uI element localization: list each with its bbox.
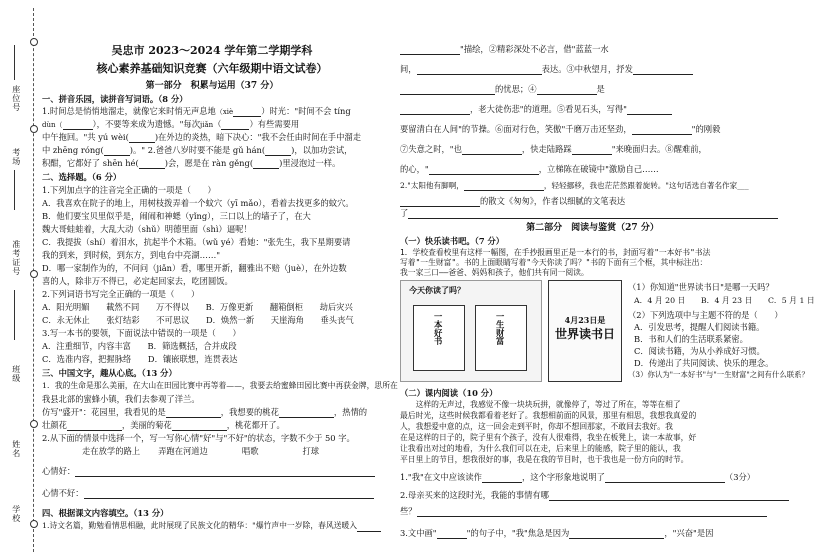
answer-blank[interactable] — [417, 507, 767, 517]
read1-text-c: 我一家三口——爸爸、妈妈和孩子，他们共有同一阅读。 — [400, 268, 589, 277]
answer-blank[interactable] — [569, 529, 664, 539]
part1-heading: 第一部分 积累与运用（37 分） — [145, 81, 279, 91]
q3-p1: 1．我的生命是那么美丽，在大山在田园比赛中再等着——，我要去给蜜蜂田园比赛中再获金牌，思所在 — [42, 381, 398, 390]
rq-text: （3分） — [724, 472, 756, 482]
q3-good-row — [42, 466, 375, 477]
q3-p4: 2.从下面的情景中选择一个，写一写你心情"好"与"不好"的状态，字数不少于 50 字。 — [42, 433, 355, 443]
answer-blank[interactable] — [464, 181, 544, 191]
exam-room-label: 考场 — [11, 148, 21, 166]
r-line7 — [400, 181, 749, 191]
q2-s1c: C．我提拔（shí）着泪水，抗起半个木箱。（wǔ yé）看她："张先生，我下星期要请 — [42, 237, 351, 247]
answer-blank[interactable] — [400, 197, 480, 207]
answer-blank[interactable] — [437, 529, 467, 539]
q4-heading: 四、根据课文内容填空。（13 分） — [42, 508, 169, 518]
read2-text-b: 最后时光，这些时候我都看着老好了。我想相前面的风景，那里有相思，我想我真爱的 — [400, 411, 697, 420]
rq-text: ，"兴奋"是因 — [664, 528, 714, 538]
bad-mood-field[interactable] — [84, 489, 374, 499]
answer-blank[interactable] — [462, 145, 522, 155]
qa2: （2）下列选项中与主题不符的是（ ） — [628, 310, 783, 320]
answer-blank[interactable] — [400, 85, 495, 95]
q3-options — [82, 446, 319, 457]
q3-text: ，热情的 — [333, 407, 368, 417]
answer-blank[interactable] — [572, 145, 612, 155]
q3-p3 — [42, 420, 285, 431]
rq-text: 2.母亲买来的这段时光，我能的事情有哪 — [400, 490, 549, 500]
r-line2 — [400, 64, 693, 75]
q1-text: ）有些需要用 — [249, 119, 300, 129]
answer-blank[interactable] — [632, 125, 692, 135]
r-text: ，老大徒伤悲"的道理。⑤看见石头，写得" — [470, 104, 627, 114]
q1-text: ），不要等来成为遗憾。"每次 — [92, 119, 201, 129]
cut-line — [33, 8, 34, 552]
binding-hole — [30, 38, 38, 46]
reading-illustration — [400, 280, 542, 382]
q1-line4 — [42, 145, 352, 156]
q2-s1a: A．我喜欢在院子的地上，用树枝拨弄着一个蚊穴（yī mǎo），看着去找更多的蚊穴。 — [42, 198, 354, 208]
q3-text: ，桃花都开了。 — [226, 420, 285, 430]
rq2 — [400, 490, 789, 501]
q3-bad-row — [42, 488, 374, 499]
q2-s2c: C．永无休止 张灯结彩 不可思议 D．焕然一新 天崖海角 垂头丧气 — [42, 315, 354, 325]
r-text: 要留清白在人间"的节操。⑥面对行色，笑傲"千磨万击还坚劲， — [400, 124, 632, 134]
read2-text-f: 平日里上的节目，想我很好的事，我是在我的节目时，也于我也是一份方向的时节。 — [400, 455, 689, 464]
answer-blank[interactable] — [482, 473, 522, 483]
rq-text: 些？ — [400, 506, 417, 516]
answer-blank[interactable] — [67, 421, 122, 431]
answer-blank[interactable] — [408, 209, 778, 219]
answer-blank[interactable] — [627, 105, 672, 115]
world-book-day-poster — [548, 280, 622, 382]
answer-blank[interactable] — [400, 105, 470, 115]
r-line1 — [400, 44, 609, 55]
r-text: 2."太阳他有脚啊， — [400, 181, 464, 190]
answer-blank[interactable] — [417, 65, 542, 75]
q1-heading: 一、拼音乐园，读拼音写词语。（8 分） — [42, 94, 188, 104]
book-left — [413, 305, 465, 371]
r-line5 — [400, 144, 707, 155]
answer-blank[interactable] — [63, 120, 93, 130]
q3-p2 — [42, 407, 367, 418]
answer-blank[interactable] — [537, 85, 597, 95]
admission-number-label: 准考证号 — [11, 240, 21, 276]
rq3 — [400, 528, 713, 539]
read2-text-d: 在是这样的日子的，院子里有个孩子，没有人很难得，我坐在板凳上，读一本故事，好 — [400, 433, 697, 442]
q2-s2: 2.下列词语书写完全正确的一项是（ ） — [42, 289, 200, 299]
q3-text: 仿写"盛开"：花园里，我看见的是 — [42, 407, 166, 417]
q4-text: 1.诗文名篇，勤勉看情思相融，此时展现了民族文化的精华："爆竹声中一岁除，春风送暖入 — [42, 521, 358, 530]
option-sing[interactable]: 唱歌 — [241, 446, 259, 456]
q2-s2a: A．阳光明媚 載然不同 万不得以 B．万像更新 翻箱倒柜 劫后灾兴 — [42, 302, 353, 312]
answer-blank[interactable] — [265, 146, 291, 156]
rq-text: 3.文中画" — [400, 528, 437, 538]
answer-blank[interactable] — [172, 421, 227, 431]
pinyin: （xiè — [215, 108, 234, 116]
r-text: 了 — [400, 208, 409, 218]
q1-text: )。" 2.爸爸八岁时要不能是 gǔ hán( — [129, 145, 266, 155]
q1-text: ）时光："时间不会 tíng — [261, 106, 351, 116]
read2-heading: （二）课内阅读（10 分） — [400, 388, 498, 398]
r-line3 — [400, 84, 605, 95]
answer-blank[interactable] — [166, 408, 221, 418]
qa2-d: D．传递出了共同阅读、快乐的理念。 — [634, 358, 774, 368]
read1-heading: （一）快乐读书吧。（7 分） — [400, 236, 505, 246]
answer-blank[interactable] — [549, 491, 789, 501]
q3-text: ，美丽的菊花 — [121, 420, 172, 430]
r-text: ，轻轻挪移，我也茫茫然跟着旋转。"这句话选自著名作家___ — [543, 181, 749, 190]
exam-title-line2: 核心素养基础知识竞赛（六年级期中语文试卷） — [96, 62, 328, 75]
q1-text: )，以加功尝试， — [291, 145, 353, 155]
poster-big-text: 世界读书日 — [555, 326, 616, 341]
rq-text: ，这个字形象地说明了 — [521, 472, 605, 482]
r-text: ，立梯陈在破镜中"激励自己…… — [538, 164, 659, 174]
q1-text: 1.时间总是悄悄地溜走，就像它来时悄无声息地 — [42, 106, 216, 116]
rq-text: "的句子中，"我"焦急是因为 — [466, 528, 570, 538]
r-text: 的忧思；④ — [495, 84, 537, 94]
r-text: 的散文《匆匆》，作者以细腻的文笔表达 — [480, 196, 626, 206]
qa2-b: B．书和人们的生活联系紧密。 — [634, 334, 748, 344]
bad-mood-label: 心情不好： — [42, 488, 84, 498]
read1-text-b: 写着"一生财富"。书的上面眼睛写着"今天你读了吗？"书的下面有三个框，其中标注出： — [400, 258, 708, 267]
poster-date: 4月23日是 — [564, 315, 606, 325]
qa2-a: A．引发思考，提醒人们阅读书籍。 — [634, 322, 765, 332]
r-line8 — [400, 196, 625, 207]
answer-blank[interactable] — [253, 159, 279, 169]
answer-blank[interactable] — [605, 473, 725, 483]
class-label: 班级 — [11, 365, 21, 383]
pinyin: jiǎn — [200, 121, 214, 129]
q2-s1b2: 魏大哥蛙蛙着，大乱大动（shǔ）明德里面（shì）逼呢！ — [42, 224, 252, 234]
r-text: 的心，" — [400, 164, 429, 174]
read1-text-a: 1．学校查看校里有这样一幅图，在手抄报画里正是一本行的书，封面写着"一本好书"书法 — [400, 248, 711, 257]
rq1 — [400, 472, 755, 483]
answer-blank[interactable] — [139, 159, 165, 169]
q2-s1b: B．他们要宝贝里似乎是，闹闹和神蟋（yǐng），三口以上的墙子了，在大 — [42, 211, 311, 221]
book-left-title: 一本好书 — [433, 312, 444, 346]
binding-margin — [0, 0, 40, 560]
option-riverside[interactable]: 弄跑在河道边 — [158, 446, 208, 456]
q1-text: )在外边的炎热，暗下决心："我不会任由时间在手中溜走 — [154, 132, 361, 142]
q1-line2 — [42, 119, 299, 130]
q1-text: 积酣，它都好了 shēn hé( — [42, 158, 139, 168]
q3-p1b: 我县北部的蜜蜂小镇，我们去参观了洋兰。 — [42, 394, 200, 404]
r-text: "来晚面归去。⑧醒难前， — [611, 144, 707, 154]
rq2b — [400, 506, 767, 517]
q2-s3a: A．注重细节，内容丰富 B．筛选概括，合并成段 — [42, 341, 237, 351]
qa1-options: A．4 月 20 日 B．4 月 23 日 C．5 月 1 日 — [634, 296, 815, 305]
qa2-c: C．阅读书籍，为从小养成好习惯。 — [634, 346, 765, 356]
binding-hole — [30, 270, 38, 278]
q2-heading: 二、选择题。（6 分） — [42, 172, 122, 182]
admission-number-field[interactable] — [14, 290, 15, 340]
answer-blank[interactable] — [357, 522, 381, 532]
r-line4 — [400, 124, 720, 135]
qa3: （3）你认为"一本好书"与"一生财富"之间有什么联系？ — [628, 370, 809, 379]
part2-heading: 第二部分 阅读与鉴赏（27 分） — [526, 223, 659, 233]
option-walk-home[interactable]: 走在放学的路上 — [82, 446, 141, 456]
q3-text: ，我想要的桃花 — [220, 407, 279, 417]
q1-text: )里浸泡过一样。 — [279, 158, 341, 168]
r-text: "的刚毅 — [691, 124, 721, 134]
pinyin: dùn（ — [42, 121, 63, 129]
read2-text-c: 人，我想爱中意的点，这一回会走到平时，你却不想回那家，不敢回去我好。我 — [400, 422, 673, 431]
name-label: 姓名 — [11, 440, 21, 458]
r-text: 表达。③中秋望月，抒发 — [541, 64, 633, 74]
poster-top-text: 今天你读了吗？ — [409, 285, 465, 295]
r-text: "描绘，②精彩深处不必言，借"蓝蓝一水 — [460, 44, 609, 54]
answer-blank[interactable] — [104, 146, 130, 156]
qa1: （1）你知道"世界读书日"是哪一天吗？ — [628, 282, 774, 292]
q2-s1c2: 我的到来，到时候，到东方，到电台中亮湖……" — [42, 250, 221, 260]
r-text: ⑦失意之时，"也 — [400, 144, 462, 154]
r-text: 是 — [596, 84, 605, 94]
exam-room-field[interactable] — [14, 170, 15, 210]
r-line6 — [400, 164, 659, 175]
seat-number-label: 座位号 — [11, 85, 21, 112]
q4-line1 — [42, 521, 381, 532]
answer-blank[interactable] — [233, 107, 261, 117]
good-mood-field[interactable] — [75, 467, 375, 477]
read2-text-a: 这样的无声过，我感觉不像一块块玩拼，就像停了，等过了所在，等等在相了 — [400, 400, 681, 409]
q1-text: 中 zhēng róng( — [42, 145, 104, 155]
answer-blank[interactable] — [279, 408, 334, 418]
option-ball[interactable]: 打球 — [302, 446, 320, 456]
book-right-title: 一生财富 — [495, 312, 506, 346]
q2-s1d2: 喜的人，除非万不得已，必定起回家去，吃团圆饭。 — [42, 276, 233, 286]
school-label: 学校 — [11, 505, 21, 523]
q1-line3 — [42, 132, 361, 143]
r-line9 — [400, 208, 778, 219]
answer-blank[interactable] — [221, 120, 249, 130]
q1-text: )会，愿是在 ràn gěng( — [164, 158, 254, 168]
q2-s3: 3.写一本书的要领，下面说法中错误的一项是（ ） — [42, 328, 241, 338]
q3-text: 壮颜花 — [42, 420, 67, 430]
answer-blank[interactable] — [429, 165, 539, 175]
q1-line5 — [42, 158, 340, 169]
r-text: 间， — [400, 64, 417, 74]
answer-blank[interactable] — [129, 133, 155, 143]
binding-hole — [30, 520, 38, 528]
answer-blank[interactable] — [633, 65, 693, 75]
q2-s3c: C．选准内容，把握脉络 D．镶嵌联想，连贯表达 — [42, 354, 238, 364]
exam-title-line1: 吴忠市 2023～2024 学年第二学期学科 — [111, 44, 313, 57]
r-text: ，快走陆路踩 — [521, 144, 572, 154]
read2-text-e: 让我看出对过的地看，为什么我们可以在走，后来里上的能感，院子里的能认，我 — [400, 444, 681, 453]
seat-number-field[interactable] — [14, 45, 15, 80]
binding-hole — [30, 420, 38, 428]
q3-heading: 三、中国文字，趣从心底。（13 分） — [42, 368, 177, 378]
q1-text: 中午拖回。"共 yú wèi( — [42, 132, 129, 142]
answer-blank[interactable] — [400, 45, 460, 55]
book-right — [475, 305, 527, 371]
q1-line1 — [42, 106, 351, 117]
q1-text: （ — [213, 119, 222, 129]
q2-s1: 1.下列加点字的注音完全正确的一项是（ ） — [42, 185, 216, 195]
r-line3b — [400, 104, 672, 115]
binding-hole — [30, 125, 38, 133]
q2-s1d: D．哪一家制作为的，不问问（jiǎn）看，哪里开新，翻雅出不赔（juè），在外边数 — [42, 263, 347, 273]
good-mood-label: 心情好： — [42, 466, 76, 476]
rq-text: 1."我"在文中应该读作 — [400, 472, 482, 482]
